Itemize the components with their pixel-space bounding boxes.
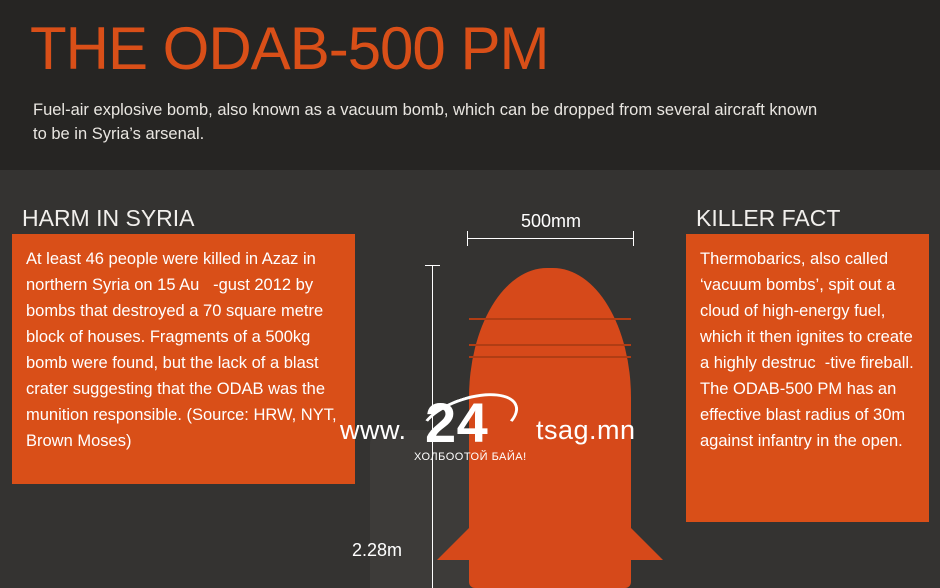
width-dimension-label: 500mm: [520, 211, 582, 231]
harm-in-syria-panel: [12, 234, 355, 484]
height-dimension-cap-top: [425, 265, 440, 266]
watermark: [340, 391, 660, 465]
page-title: THE ODAB-500 PM: [30, 15, 549, 82]
watermark-prefix: www.: [340, 415, 407, 445]
bomb-ring-icon: [469, 318, 631, 320]
killer-fact-heading: KILLER FACT: [696, 205, 841, 231]
harm-in-syria-text: At least 46 people were killed in Azaz in northern Syria on 15 Au -gust 2012 by bombs that destroyed a 70 square metre block of houses. Fragments of a 500kg bomb were found, but the lack of a blast crater suggesting that the ODAB was the munition responsible. (Source: HRW, NYT, Brown Moses): [26, 250, 337, 450]
height-dimension-label: 2.28m: [352, 540, 403, 560]
watermark-logo: 24: [425, 391, 489, 454]
watermark-suffix: tsag.mn: [536, 415, 636, 445]
harm-in-syria-heading: HARM IN SYRIA: [22, 205, 195, 231]
killer-fact-text: Thermobarics, also called ‘vacuum bombs’, spit out a cloud of high-energy fuel, which it then ignites to create a highly destruc -tive fireball. The ODAB-500 PM has an effective blast radius of 30m against infantry in the open.: [700, 250, 914, 450]
width-dimension-cap-right: [633, 231, 634, 246]
page-subtitle: Fuel-air explosive bomb, also known as a vacuum bomb, which can be dropped from several aircraft known to be in Syria’s arsenal.: [33, 101, 818, 143]
width-dimension-cap-left: [467, 231, 468, 246]
killer-fact-panel: [686, 234, 929, 522]
width-dimension-line: [467, 238, 634, 239]
watermark-tagline: ХОЛБООТОЙ БАЙА!: [414, 451, 527, 463]
bomb-ring-icon: [469, 344, 631, 346]
